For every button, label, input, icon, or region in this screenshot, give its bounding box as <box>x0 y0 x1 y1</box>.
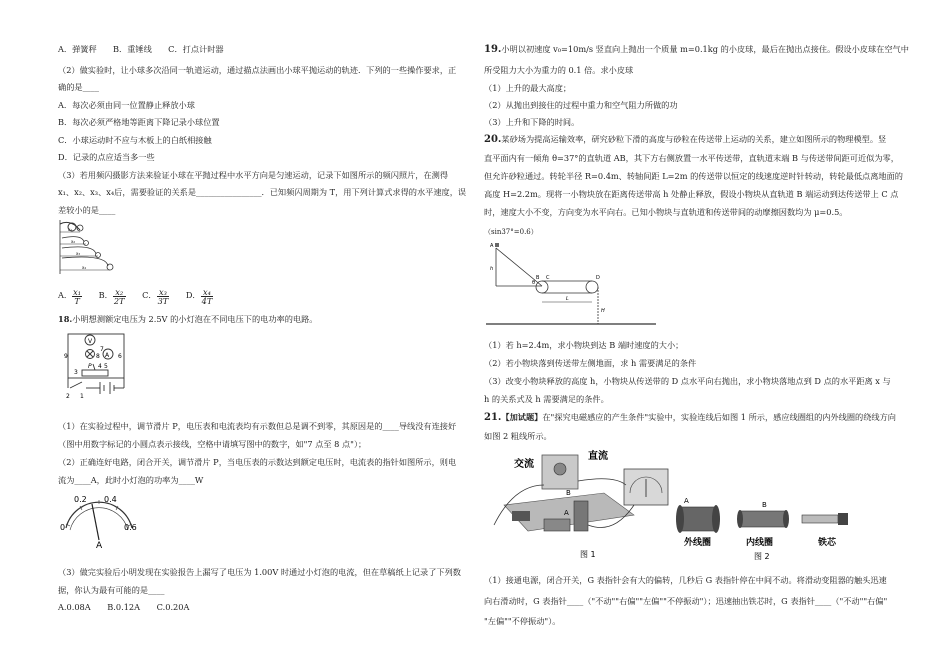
label-d: D <box>596 275 600 281</box>
fig2-label-a: A <box>684 497 689 505</box>
q20-sin-note: （sin37°=0.6） <box>484 228 538 236</box>
q17-2-option-c: C．小球运动时不应与木板上的白纸相接触 <box>58 135 212 145</box>
node-4: 4 <box>98 363 102 370</box>
node-6: 6 <box>118 353 122 360</box>
node-8: 8 <box>96 353 100 360</box>
ac-label: 交流 <box>514 459 534 470</box>
fig1-caption: 图 1 <box>580 550 596 559</box>
dial-tick-06: 0.6 <box>124 523 137 532</box>
q20-stem-d: 高度 H=2.2m。现将一小物块放在距离传送带高 h 处静止释放，假设小物块从直轨道 B 端运动到达传送带上 C 点 <box>484 189 899 199</box>
circuit-diagram <box>60 330 140 402</box>
slider-p-label: P <box>88 363 92 370</box>
fig1-label-b: B <box>566 489 571 497</box>
q19-part-1: （1）上升的最大高度； <box>484 83 572 93</box>
q21-part-1-cont: 向右滑动时，G 表指针____（"不动""右偏""左偏""不停振动"）；迅速抽出铁芯时，G 表指针____（"不动""右偏" <box>484 596 888 606</box>
fig-x3-label: x₃ <box>76 251 80 256</box>
q17-2-option-a: A．每次必须由同一位置静止释放小球 <box>58 100 195 110</box>
q20-part-3-cont: h 的关系式及 h 需要满足的条件。 <box>484 394 609 404</box>
node-5: 5 <box>104 363 108 370</box>
fig2-label-b: B <box>762 501 767 509</box>
voltmeter-label: V <box>88 338 93 345</box>
q17-3-stem: （3）若用频闪摄影方法来验证小球在平抛过程中水平方向是匀速运动，记录下如图所示的频闪照片，在测得 <box>58 170 449 180</box>
q20-part-2: （2）若小物块落到传送带左侧地面，求 h 需要满足的条件 <box>484 358 697 368</box>
dial-tick-02: 0.2 <box>74 495 87 504</box>
iron-core-label: 铁芯 <box>818 538 837 548</box>
q18-2-stem-cont: 流为____A，此时小灯泡的功率为____W <box>58 475 204 485</box>
q18-3-stem-cont: 据，你认为最有可能的是____ <box>58 585 165 595</box>
q17-2-option-b: B．每次必须严格地等距离下降记录小球位置 <box>58 117 220 127</box>
iron-core <box>802 515 838 523</box>
node-9: 9 <box>64 353 68 360</box>
q18-1-stem-cont: （图中用数字标记的小圆点表示接线，空格中请填写图中的数字，如"7 点至 8 点"）； <box>58 439 367 449</box>
q18-3-stem: （3）做完实验后小明发现在实验报告上漏写了电压为 1.00V 时通过小灯泡的电流，但在草稿纸上记录了下列数 <box>58 567 461 577</box>
q17-2-stem: （2）做实验时，让小球多次沿同一轨道运动，通过描点法画出小球平抛运动的轨迹．下列的一些操作要求，正 <box>58 65 457 75</box>
dc-label: 直流 <box>588 451 608 462</box>
q18-1-stem: （1）在实验过程中，调节滑片 P，电压表和电流表均有示数但总是调不到零，其原因是的____导线没有连接好 <box>58 421 457 431</box>
induction-experiment-figure <box>484 445 894 563</box>
label-h: h <box>490 266 494 272</box>
node-1: 1 <box>80 393 84 400</box>
fig-x4-label: x₄ <box>82 265 86 270</box>
label-theta: θ <box>532 280 536 286</box>
option-b: B． $\frac{\text{x₂}}{2T}$ <box>98 286 125 306</box>
q18-2-stem: （2）正确连好电路，闭合开关，调节滑片 P，当电压表的示数达到额定电压时，电流表的指针如图所示，则电 <box>58 457 457 467</box>
node-7: 7 <box>100 346 104 353</box>
conveyor-belt-figure <box>486 240 656 326</box>
q21-part-1: （1）接通电源，闭合开关，G 表指针会有大的偏转，几秒后 G 表指针停在中间不动。将滑动变阻器的触头迅速 <box>484 575 887 585</box>
q20-part-1: （1）若 h=2.4m，求小物块到达 B 端时速度的大小； <box>484 340 684 350</box>
q20-stem-e: 时，速度大小不变，方向变为水平向右。已知小物块与直轨道和传送带间的动摩擦因数均为 μ=0.5。 <box>484 207 848 217</box>
q19-stem: 19.小明以初速度 v₀=10m/s 竖直向上抛出一个质量 m=0.1kg 的小皮球，最后在抛出点接住。假设小皮球在空气中 <box>484 44 909 55</box>
q20-stem: 20.某砂场为提高运输效率，研究砂粒下滑的高度与砂粒在传送带上运动的关系，建立如图所示的物理模型。竖 <box>484 134 887 145</box>
strobe-photo-figure <box>58 218 120 276</box>
fig1-label-a: A <box>564 509 569 517</box>
ammeter-dial-figure <box>58 490 140 550</box>
dial-tick-04: 0.4 <box>104 495 117 504</box>
q17-3-stem-end: 差较小的是____ <box>58 205 116 215</box>
fig-x2-label: x₂ <box>71 239 75 244</box>
q18-3-options <box>58 602 203 613</box>
label-a: A <box>490 243 494 249</box>
option-d: D． $\frac{\text{x₄}}{4T}$ <box>185 286 213 306</box>
fig-x1-label: x₁ <box>68 227 72 232</box>
inner-coil <box>740 511 786 527</box>
q21-stem-cont: 如图 2 粗线所示。 <box>484 431 552 441</box>
q21-stem: 21.【加试题】在"探究电磁感应的产生条件"实验中，实验连线后如图 1 所示，感应线圈组的内外线圈的绕线方向 <box>484 412 896 423</box>
q17-2-stem-cont: 确的是____ <box>58 82 99 92</box>
q17-1-options: A．弹簧秤 B．重锤线 C．打点计时器 <box>58 44 224 54</box>
inner-coil-label: 内线圈 <box>746 538 774 548</box>
q19-part-2: （2）从抛出到接住的过程中重力和空气阻力所做的功 <box>484 100 678 110</box>
q19-part-3: （3）上升和下降的时间。 <box>484 117 580 127</box>
dial-unit: A <box>96 541 103 550</box>
option-a: A． $\frac{\text{x₁}}{T}$ <box>58 286 82 306</box>
q17-2-option-d: D．记录的点应适当多一些 <box>58 152 155 162</box>
q18-3-option-c: C.0.20A <box>156 602 190 612</box>
label-c: C <box>546 275 550 281</box>
node-3: 3 <box>74 369 78 376</box>
coil-assembly <box>574 501 588 531</box>
q17-3-options <box>58 286 227 305</box>
node-2: 2 <box>66 393 70 400</box>
label-l: L <box>566 296 569 302</box>
q18-3-option-a: A.0.08A <box>58 602 91 612</box>
q17-3-stem-cont: x₁、x₂、x₃、x₄后，需要验证的关系是________________．已知频闪周期为 T，用下列计算式求得的水平速度，误 <box>58 187 467 197</box>
outer-coil <box>680 507 716 531</box>
option-c: C． $\frac{\text{x₃}}{3T}$ <box>142 286 169 306</box>
label-b: B <box>536 275 540 281</box>
outer-coil-label: 外线圈 <box>684 538 712 548</box>
q20-part-3: （3）改变小物块释放的高度 h，小物块从传送带的 D 点水平向右抛出，求小物块落地点到 D 点的水平距离 x 与 <box>484 376 891 386</box>
q21-part-1-end: "左偏""不停振动"）。 <box>484 616 561 626</box>
fig2-caption: 图 2 <box>754 552 770 561</box>
dial-tick-0: 0 <box>60 523 66 532</box>
block <box>495 243 499 247</box>
q20-stem-b: 直平面内有一倾角 θ=37°的直轨道 AB，其下方右侧放置一水平传送带，直轨道末端 B 与传送带间距可近似为零， <box>484 153 899 163</box>
label-big-h: H <box>601 308 605 314</box>
ammeter-label: A <box>105 352 110 359</box>
q18-title: 18.小明想测额定电压为 2.5V 的小灯泡在不同电压下的电功率的电路。 <box>58 314 318 324</box>
q19-stem-cont: 所受阻力大小为重力的 0.1 倍。求小皮球 <box>484 65 634 75</box>
q20-stem-c: 但允许砂粒通过。转轮半径 R=0.4m、转轴间距 L=2m 的传送带以恒定的线速度逆时针转动，转轮最低点离地面的 <box>484 171 903 181</box>
q18-3-option-b: B.0.12A <box>107 602 141 612</box>
